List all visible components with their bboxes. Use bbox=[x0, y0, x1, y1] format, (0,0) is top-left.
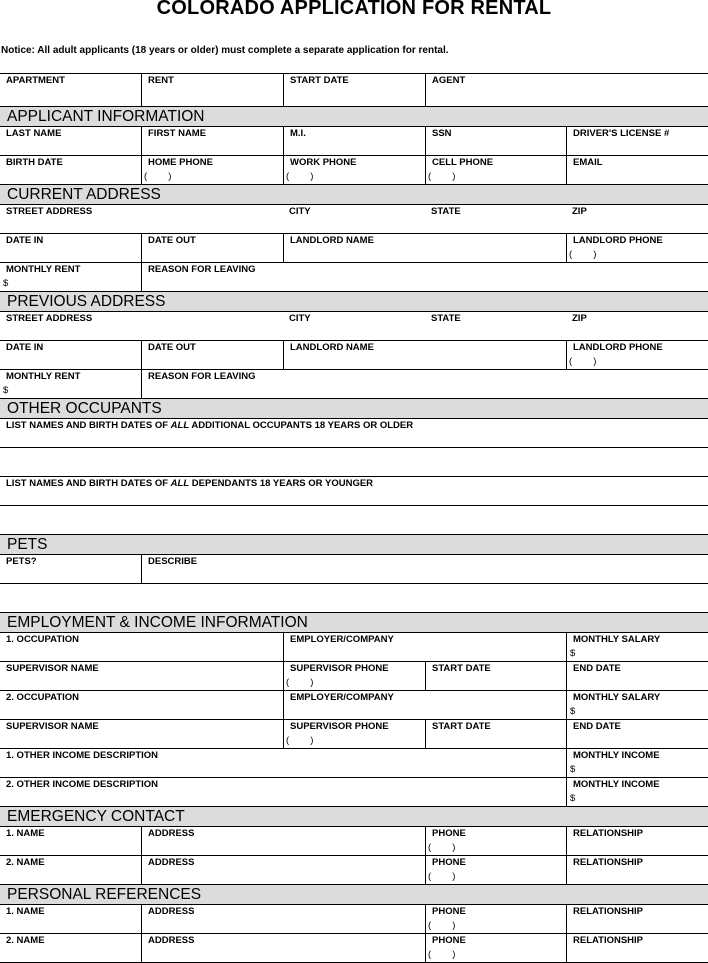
other-income-2-row bbox=[0, 778, 708, 807]
other-income-2-field[interactable] bbox=[0, 778, 567, 806]
street-address-label: STREET ADDRESS bbox=[6, 206, 93, 217]
city-label: CITY bbox=[289, 206, 311, 217]
birth-date-label: BIRTH DATE bbox=[6, 157, 63, 168]
ssn-label: SSN bbox=[432, 128, 452, 139]
reference-1-row bbox=[0, 905, 708, 934]
relationship-label: RELATIONSHIP bbox=[573, 906, 644, 917]
landlord-phone-label: LANDLORD PHONE bbox=[573, 342, 663, 353]
phone-label: PHONE bbox=[432, 906, 466, 917]
home-phone-label: HOME PHONE bbox=[148, 157, 213, 168]
phone-area-code: ( ) bbox=[428, 871, 456, 882]
monthly-income-2-field[interactable] bbox=[566, 778, 708, 806]
rent-field[interactable] bbox=[141, 74, 284, 106]
mi-label: M.I. bbox=[290, 128, 306, 139]
occupation-2-row bbox=[0, 691, 708, 720]
supervisor-1-row bbox=[0, 662, 708, 691]
name-1-label: 1. NAME bbox=[6, 906, 45, 917]
state-label: STATE bbox=[431, 206, 461, 217]
previous-street-row bbox=[0, 312, 708, 341]
monthly-income-label: MONTHLY INCOME bbox=[573, 779, 660, 790]
date-in-label: DATE IN bbox=[6, 235, 44, 246]
agent-field[interactable] bbox=[425, 74, 708, 106]
reference-phone-2-field[interactable] bbox=[425, 934, 567, 962]
drivers-license-field[interactable] bbox=[566, 127, 708, 155]
work-phone-field[interactable] bbox=[283, 156, 426, 184]
phone-area-code: ( ) bbox=[428, 920, 456, 931]
end-date-2-field[interactable] bbox=[566, 720, 708, 748]
end-date-label: END DATE bbox=[573, 721, 621, 732]
current-landlord-name-field[interactable] bbox=[283, 234, 567, 262]
start-date-label: START DATE bbox=[290, 75, 349, 86]
describe-label: DESCRIBE bbox=[148, 556, 198, 567]
reference-address-1-field[interactable] bbox=[141, 905, 426, 933]
agent-label: AGENT bbox=[432, 75, 466, 86]
monthly-rent-label: MONTHLY RENT bbox=[6, 264, 81, 275]
occupation-1-row bbox=[0, 633, 708, 662]
adult-occupants-row[interactable] bbox=[0, 419, 708, 448]
monthly-salary-label: MONTHLY SALARY bbox=[573, 692, 661, 703]
landlord-name-label: LANDLORD NAME bbox=[290, 342, 374, 353]
work-phone-area-code: ( ) bbox=[286, 171, 314, 182]
pets-blank-row[interactable] bbox=[0, 584, 708, 613]
monthly-salary-label: MONTHLY SALARY bbox=[573, 634, 661, 645]
home-phone-field[interactable] bbox=[141, 156, 284, 184]
applicant-name-row bbox=[0, 127, 708, 156]
emergency-1-row bbox=[0, 827, 708, 856]
emergency-relationship-2-field[interactable] bbox=[566, 856, 708, 884]
end-date-1-field[interactable] bbox=[566, 662, 708, 690]
date-out-label: DATE OUT bbox=[148, 342, 196, 353]
city-label: CITY bbox=[289, 313, 311, 324]
dependants-row[interactable] bbox=[0, 477, 708, 506]
supervisor-2-row bbox=[0, 720, 708, 749]
current-date-in-field[interactable] bbox=[0, 234, 142, 262]
section-other-occupants: OTHER OCCUPANTS bbox=[0, 399, 708, 419]
supervisor-name-2-field[interactable] bbox=[0, 720, 284, 748]
reference-address-2-field[interactable] bbox=[141, 934, 426, 962]
reference-name-2-field[interactable] bbox=[0, 934, 142, 962]
pets-row bbox=[0, 555, 708, 584]
phone-label: PHONE bbox=[432, 857, 466, 868]
current-street-row bbox=[0, 205, 708, 234]
previous-rent-row bbox=[0, 370, 708, 399]
current-dates-row bbox=[0, 234, 708, 263]
dollar-sign: $ bbox=[570, 706, 576, 717]
reason-for-leaving-label: REASON FOR LEAVING bbox=[148, 264, 256, 275]
adult-occupants-blank-row[interactable] bbox=[0, 448, 708, 477]
reference-2-row bbox=[0, 934, 708, 963]
email-label: EMAIL bbox=[573, 157, 603, 168]
previous-reason-field[interactable] bbox=[141, 370, 708, 398]
apartment-label: APARTMENT bbox=[6, 75, 65, 86]
monthly-salary-2-field[interactable] bbox=[566, 691, 708, 719]
relationship-label: RELATIONSHIP bbox=[573, 935, 644, 946]
emergency-name-1-field[interactable] bbox=[0, 827, 142, 855]
adult-occupants-label: LIST NAMES AND BIRTH DATES OF ALL ADDITIONAL OCCUPANTS 18 YEARS OR OLDER bbox=[6, 420, 414, 431]
reference-relationship-1-field[interactable] bbox=[566, 905, 708, 933]
landlord-phone-area-code: ( ) bbox=[569, 249, 597, 260]
dollar-sign: $ bbox=[570, 793, 576, 804]
previous-state-field[interactable] bbox=[425, 312, 567, 340]
monthly-salary-1-field[interactable] bbox=[566, 633, 708, 661]
previous-monthly-rent-field[interactable] bbox=[0, 370, 142, 398]
relationship-label: RELATIONSHIP bbox=[573, 857, 644, 868]
reference-relationship-2-field[interactable] bbox=[566, 934, 708, 962]
emergency-address-1-field[interactable] bbox=[141, 827, 426, 855]
applicant-contact-row bbox=[0, 156, 708, 185]
employer-1-field[interactable] bbox=[283, 633, 567, 661]
pets-field[interactable] bbox=[0, 555, 142, 583]
supervisor-phone-label: SUPERVISOR PHONE bbox=[290, 663, 389, 674]
reference-phone-1-field[interactable] bbox=[425, 905, 567, 933]
section-previous-address: PREVIOUS ADDRESS bbox=[0, 292, 708, 312]
start-date-2-field[interactable] bbox=[425, 720, 567, 748]
page-title: COLORADO APPLICATION FOR RENTAL bbox=[156, 0, 552, 19]
reference-name-1-field[interactable] bbox=[0, 905, 142, 933]
state-label: STATE bbox=[431, 313, 461, 324]
address-label: ADDRESS bbox=[148, 828, 195, 839]
street-address-label: STREET ADDRESS bbox=[6, 313, 93, 324]
notice-text: Notice: All adult applicants (18 years or older) must complete a separate application for rental. bbox=[1, 45, 449, 56]
employer-label: EMPLOYER/COMPANY bbox=[290, 634, 394, 645]
monthly-income-label: MONTHLY INCOME bbox=[573, 750, 660, 761]
birth-date-field[interactable] bbox=[0, 156, 142, 184]
section-applicant-information: APPLICANT INFORMATION bbox=[0, 107, 708, 127]
other-income-1-row bbox=[0, 749, 708, 778]
occupation-1-field[interactable] bbox=[0, 633, 284, 661]
cell-phone-label: CELL PHONE bbox=[432, 157, 494, 168]
supervisor-name-label: SUPERVISOR NAME bbox=[6, 663, 99, 674]
last-name-field[interactable] bbox=[0, 127, 142, 155]
emergency-phone-1-field[interactable] bbox=[425, 827, 567, 855]
landlord-phone-area-code: ( ) bbox=[569, 356, 597, 367]
phone-label: PHONE bbox=[432, 935, 466, 946]
dollar-sign: $ bbox=[3, 385, 9, 396]
reason-for-leaving-label: REASON FOR LEAVING bbox=[148, 371, 256, 382]
emergency-name-2-field[interactable] bbox=[0, 856, 142, 884]
name-1-label: 1. NAME bbox=[6, 828, 45, 839]
end-date-label: END DATE bbox=[573, 663, 621, 674]
dependants-label: LIST NAMES AND BIRTH DATES OF ALL DEPENDANTS 18 YEARS OR YOUNGER bbox=[6, 478, 374, 489]
date-in-label: DATE IN bbox=[6, 342, 44, 353]
first-name-label: FIRST NAME bbox=[148, 128, 207, 139]
emergency-relationship-1-field[interactable] bbox=[566, 827, 708, 855]
rent-label: RENT bbox=[148, 75, 174, 86]
pets-label: PETS? bbox=[6, 556, 37, 567]
cell-phone-field[interactable] bbox=[425, 156, 567, 184]
employer-2-field[interactable] bbox=[283, 691, 567, 719]
cell-phone-area-code: ( ) bbox=[428, 171, 456, 182]
monthly-rent-label: MONTHLY RENT bbox=[6, 371, 81, 382]
other-income-1-label: 1. OTHER INCOME DESCRIPTION bbox=[6, 750, 159, 761]
name-2-label: 2. NAME bbox=[6, 857, 45, 868]
previous-landlord-phone-field[interactable] bbox=[566, 341, 708, 369]
dollar-sign: $ bbox=[570, 764, 576, 775]
apartment-field[interactable] bbox=[0, 74, 142, 106]
dependants-blank-row[interactable] bbox=[0, 506, 708, 535]
supervisor-phone-area-code: ( ) bbox=[286, 735, 314, 746]
section-emergency-contact: EMERGENCY CONTACT bbox=[0, 807, 708, 827]
address-label: ADDRESS bbox=[148, 906, 195, 917]
date-out-label: DATE OUT bbox=[148, 235, 196, 246]
emergency-2-row bbox=[0, 856, 708, 885]
section-pets: PETS bbox=[0, 535, 708, 555]
other-income-1-field[interactable] bbox=[0, 749, 567, 777]
dollar-sign: $ bbox=[570, 648, 576, 659]
email-field[interactable] bbox=[566, 156, 708, 184]
supervisor-name-1-field[interactable] bbox=[0, 662, 284, 690]
start-date-label: START DATE bbox=[432, 721, 491, 732]
landlord-name-label: LANDLORD NAME bbox=[290, 235, 374, 246]
start-date-1-field[interactable] bbox=[425, 662, 567, 690]
last-name-label: LAST NAME bbox=[6, 128, 62, 139]
emergency-phone-2-field[interactable] bbox=[425, 856, 567, 884]
previous-dates-row bbox=[0, 341, 708, 370]
rental-application-form bbox=[0, 73, 708, 963]
supervisor-phone-area-code: ( ) bbox=[286, 677, 314, 688]
section-current-address: CURRENT ADDRESS bbox=[0, 185, 708, 205]
phone-area-code: ( ) bbox=[428, 842, 456, 853]
address-label: ADDRESS bbox=[148, 857, 195, 868]
relationship-label: RELATIONSHIP bbox=[573, 828, 644, 839]
monthly-income-1-field[interactable] bbox=[566, 749, 708, 777]
first-name-field[interactable] bbox=[141, 127, 284, 155]
previous-date-in-field[interactable] bbox=[0, 341, 142, 369]
supervisor-phone-1-field[interactable] bbox=[283, 662, 426, 690]
emergency-address-2-field[interactable] bbox=[141, 856, 426, 884]
home-phone-area-code: ( ) bbox=[144, 171, 172, 182]
other-income-2-label: 2. OTHER INCOME DESCRIPTION bbox=[6, 779, 159, 790]
landlord-phone-label: LANDLORD PHONE bbox=[573, 235, 663, 246]
phone-area-code: ( ) bbox=[428, 949, 456, 960]
work-phone-label: WORK PHONE bbox=[290, 157, 357, 168]
top-row bbox=[0, 74, 708, 107]
address-label: ADDRESS bbox=[148, 935, 195, 946]
supervisor-name-label: SUPERVISOR NAME bbox=[6, 721, 99, 732]
drivers-license-label: DRIVER'S LICENSE # bbox=[573, 128, 670, 139]
describe-field[interactable] bbox=[141, 555, 708, 583]
supervisor-phone-label: SUPERVISOR PHONE bbox=[290, 721, 389, 732]
previous-zip-field[interactable] bbox=[566, 312, 708, 340]
zip-label: ZIP bbox=[572, 313, 587, 324]
start-date-label: START DATE bbox=[432, 663, 491, 674]
phone-label: PHONE bbox=[432, 828, 466, 839]
dollar-sign: $ bbox=[3, 278, 9, 289]
previous-city-field[interactable] bbox=[283, 312, 426, 340]
ssn-field[interactable] bbox=[425, 127, 567, 155]
occupation-2-field[interactable] bbox=[0, 691, 284, 719]
current-landlord-phone-field[interactable] bbox=[566, 234, 708, 262]
current-state-field[interactable] bbox=[425, 205, 567, 233]
current-reason-field[interactable] bbox=[141, 263, 708, 291]
previous-street-field[interactable] bbox=[0, 312, 284, 340]
zip-label: ZIP bbox=[572, 206, 587, 217]
current-city-field[interactable] bbox=[283, 205, 426, 233]
occupation-2-label: 2. OCCUPATION bbox=[6, 692, 80, 703]
current-street-field[interactable] bbox=[0, 205, 284, 233]
employer-label: EMPLOYER/COMPANY bbox=[290, 692, 394, 703]
mi-field[interactable] bbox=[283, 127, 426, 155]
section-personal-references: PERSONAL REFERENCES bbox=[0, 885, 708, 905]
current-zip-field[interactable] bbox=[566, 205, 708, 233]
current-date-out-field[interactable] bbox=[141, 234, 284, 262]
section-employment-income: EMPLOYMENT & INCOME INFORMATION bbox=[0, 613, 708, 633]
previous-landlord-name-field[interactable] bbox=[283, 341, 567, 369]
start-date-field[interactable] bbox=[283, 74, 426, 106]
name-2-label: 2. NAME bbox=[6, 935, 45, 946]
current-rent-row bbox=[0, 263, 708, 292]
occupation-1-label: 1. OCCUPATION bbox=[6, 634, 80, 645]
previous-date-out-field[interactable] bbox=[141, 341, 284, 369]
supervisor-phone-2-field[interactable] bbox=[283, 720, 426, 748]
current-monthly-rent-field[interactable] bbox=[0, 263, 142, 291]
